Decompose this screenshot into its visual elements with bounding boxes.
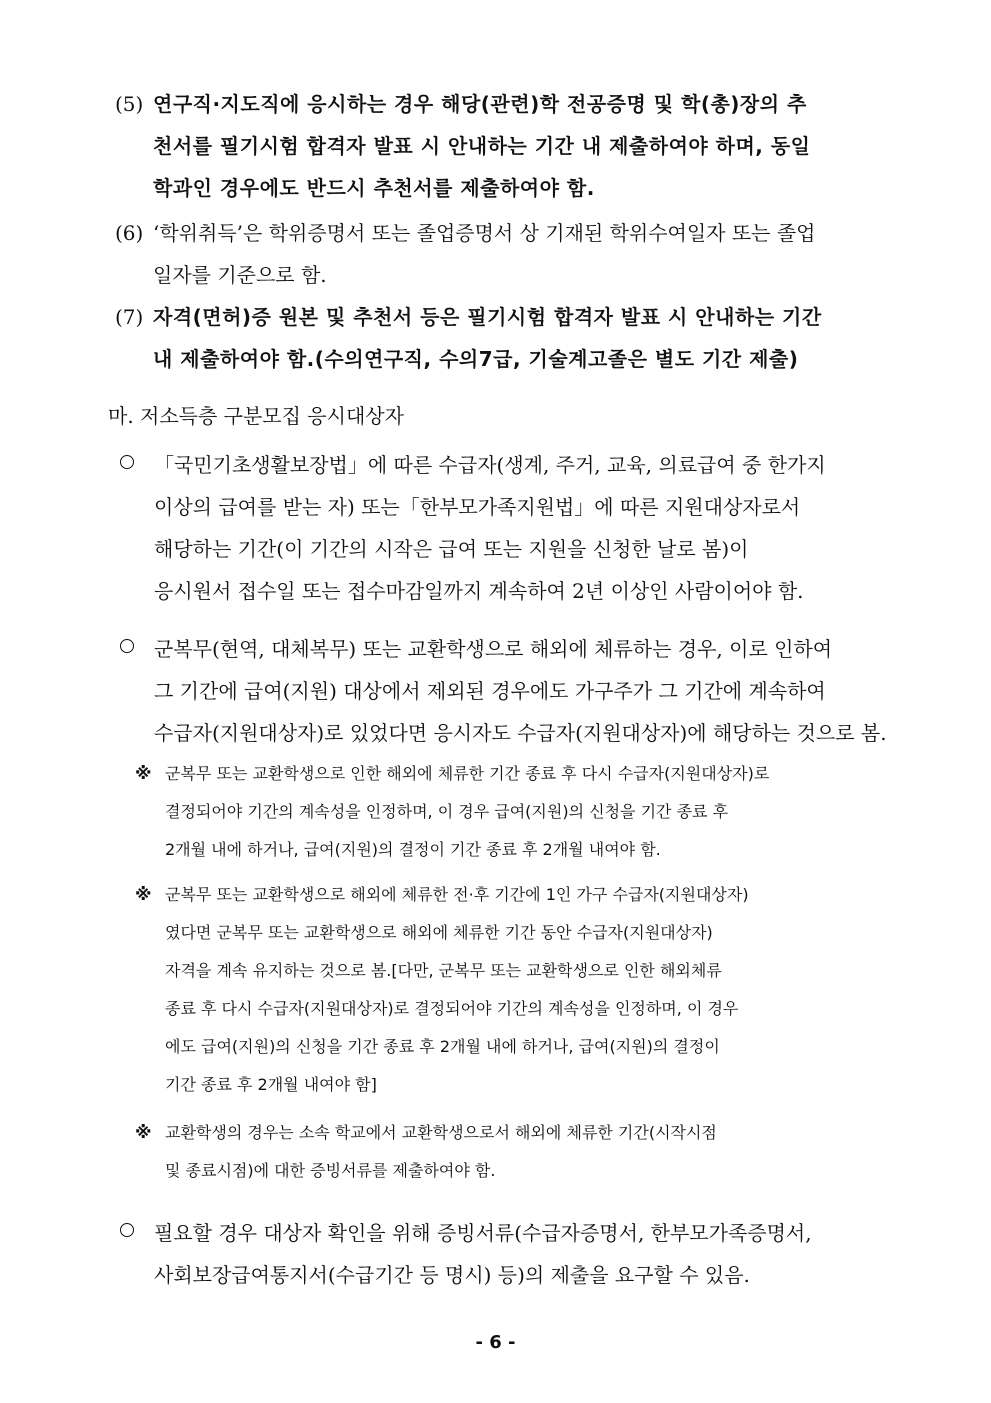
circle-bullet-icon <box>120 455 134 469</box>
note-line: 군복무 또는 교환학생으로 해외에 체류한 전·후 기간에 1인 가구 수급자(지원대상자) <box>165 885 749 904</box>
section-title: 마. 저소득층 구분모집 응시대상자 <box>108 404 404 428</box>
note-line: 군복무 또는 교환학생으로 인한 해외에 체류한 기간 종료 후 다시 수급자(지원대상자)로 <box>165 764 770 783</box>
circle-bullet-icon <box>120 639 134 653</box>
item-line: 내 제출하여야 함.(수의연구직, 수의7급, 기술계고졸은 별도 기간 제출) <box>153 347 799 371</box>
reference-mark-icon: ※ <box>135 1123 152 1143</box>
bullet-line: 그 기간에 급여(지원) 대상에서 제외된 경우에도 가구주가 그 기간에 계속하여 <box>154 679 826 703</box>
bullet-line: 필요할 경우 대상자 확인을 위해 증빙서류(수급자증명서, 한부모가족증명서, <box>154 1221 812 1245</box>
item-line: 일자를 기준으로 함. <box>153 263 327 287</box>
item-line: ‘학위취득’은 학위증명서 또는 졸업증명서 상 기재된 학위수여일자 또는 졸업 <box>153 221 816 245</box>
item-line: 자격(면허)증 원본 및 추천서 등은 필기시험 합격자 발표 시 안내하는 기간 <box>153 305 822 329</box>
bullet-line: 응시원서 접수일 또는 접수마감일까지 계속하여 2년 이상인 사람이어야 함. <box>154 579 804 603</box>
note-line: 교환학생의 경우는 소속 학교에서 교환학생으로서 해외에 체류한 기간(시작시점 <box>165 1123 717 1142</box>
item-number: (5) <box>115 92 144 116</box>
reference-note <box>135 1114 905 1190</box>
bullet-item <box>120 444 910 612</box>
bullet-item <box>120 1212 910 1296</box>
reference-note <box>135 876 905 1104</box>
note-line: 였다면 군복무 또는 교환학생으로 해외에 체류한 기간 동안 수급자(지원대상자) <box>165 923 713 942</box>
item-7 <box>115 296 905 380</box>
note-line: 자격을 계속 유지하는 것으로 봄.[다만, 군복무 또는 교환학생으로 인한 해외체류 <box>165 961 722 980</box>
circle-bullet-icon <box>120 1223 134 1237</box>
note-line: 종료 후 다시 수급자(지원대상자)로 결정되어야 기간의 계속성을 인정하며, 이 경우 <box>165 999 739 1018</box>
item-line: 학과인 경우에도 반드시 추천서를 제출하여야 함. <box>153 176 595 200</box>
item-number: (7) <box>115 305 144 329</box>
bullet-line: 수급자(지원대상자)로 있었다면 응시자도 수급자(지원대상자)에 해당하는 것으로 봄. <box>154 721 887 745</box>
bullet-line: 사회보장급여통지서(수급기간 등 명시) 등)의 제출을 요구할 수 있음. <box>154 1263 750 1287</box>
item-6 <box>115 212 905 296</box>
page-number: - 6 - <box>475 1332 516 1353</box>
item-line: 연구직·지도직에 응시하는 경우 해당(관련)학 전공증명 및 학(총)장의 추 <box>153 92 807 116</box>
reference-mark-icon: ※ <box>135 885 152 905</box>
bullet-line: 이상의 급여를 받는 자) 또는「한부모가족지원법」에 따른 지원대상자로서 <box>154 495 801 519</box>
note-line: 에도 급여(지원)의 신청을 기간 종료 후 2개월 내에 하거나, 급여(지원)의 결정이 <box>165 1037 720 1056</box>
item-5 <box>115 83 905 209</box>
bullet-line: 해당하는 기간(이 기간의 시작은 급여 또는 지원을 신청한 날로 봄)이 <box>154 537 749 561</box>
bullet-line: 「국민기초생활보장법」에 따른 수급자(생계, 주거, 교육, 의료급여 중 한가지 <box>154 453 826 477</box>
reference-mark-icon: ※ <box>135 764 152 784</box>
item-number: (6) <box>115 221 144 245</box>
item-line: 천서를 필기시험 합격자 발표 시 안내하는 기간 내 제출하여야 하며, 동일 <box>153 134 811 158</box>
reference-note <box>135 755 905 869</box>
note-line: 2개월 내에 하거나, 급여(지원)의 결정이 기간 종료 후 2개월 내여야 함. <box>165 840 661 859</box>
bullet-line: 군복무(현역, 대체복무) 또는 교환학생으로 해외에 체류하는 경우, 이로 인하여 <box>154 637 833 661</box>
bullet-item <box>120 628 910 754</box>
note-line: 기간 종료 후 2개월 내여야 함] <box>165 1075 377 1094</box>
note-line: 및 종료시점)에 대한 증빙서류를 제출하여야 함. <box>165 1161 496 1180</box>
note-line: 결정되어야 기간의 계속성을 인정하며, 이 경우 급여(지원)의 신청을 기간 종료 후 <box>165 802 729 821</box>
